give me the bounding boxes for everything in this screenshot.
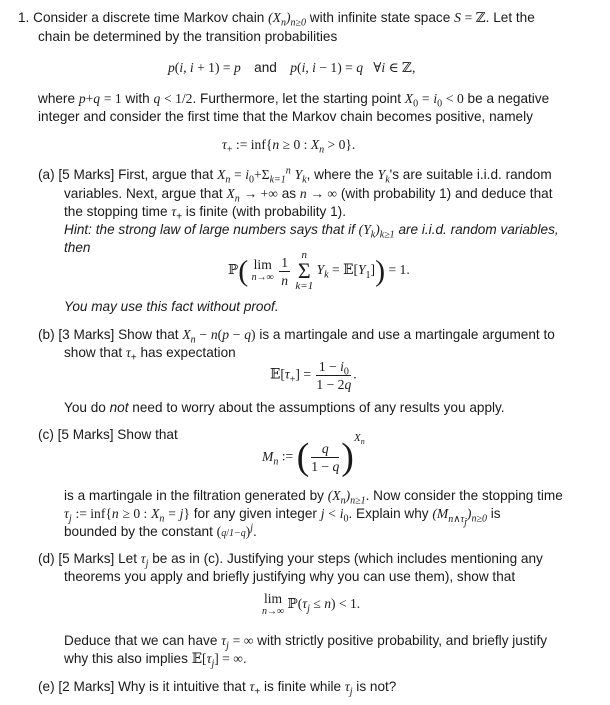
part-c-line-3: $\tau_j$ := inf{n ≥ 0 : $X_n = j$} for any given integer $j < i_0$. Explain why $(M_{n\wedge\tau_j})_{n\ge 0}$ is [64,506,501,528]
part-a-note: You may use this fact without proof. [64,299,279,314]
martingale-m-equation: $M_n$ := ( $\frac{q}{1 - q}$ )$^{X_n}$ [262,432,365,478]
part-a-label: (a) [38,167,55,182]
part-a-line-2: variables. Next, argue that $X_n$ → +∞ as n → ∞ (with probability 1) and deduce that [64,186,553,205]
part-d-line-3: Deduce that we can have $\tau_j$ = ∞ with strictly positive probability, and briefly justify [64,633,548,652]
part-d-line-1: (d) [5 Marks] Let $\tau_j$ be as in (c). Justifying your steps (which includes mentioning any [38,551,543,570]
problem-number: 1. [18,10,30,25]
where-line-1: where p+q = 1 with q < 1/2. Furthermore, let the starting point $X_0 = i_0 < 0$ be a negative [38,91,550,110]
tau-plus-definition: $\tau_+$ := inf{n ≥ 0 : $X_n > 0$}. [222,137,356,156]
part-b-note: You do not need to worry about the assumptions of any results you apply. [64,400,505,415]
transition-equation: p(i, i + 1) = p and p(i, i − 1) = q ∀i ∈ ℤ, [168,60,416,75]
part-c-line-1: (c) [5 Marks] Show that [38,427,178,442]
part-e-label: (e) [38,679,55,694]
part-b-line-2: show that $\tau_+$ has expectation [64,345,236,364]
limit-probability-equation: lim n→∞ $ℙ(\tau_j \le n) < 1$. [262,591,361,617]
part-c-label: (c) [38,427,54,442]
part-d-line-4: why this also implies $𝔼[\tau_j]$ = ∞. [64,651,247,670]
slln-equation: ℙ( lim n→∞ $\frac{1}{n}$ n Σ k=1 $Y_k$ = $𝔼[Y_1]) = 1$. [228,249,410,292]
where-line-2: integer and consider the first time that the Markov chain becomes positive, namely [38,109,533,124]
part-a-line-1: (a) [5 Marks] First, argue that $X_n = i_0+\Sigma_{k=1}^n$ $Y_k$, where the $Y_k's$ are suitable i.i.d. random [38,165,552,186]
part-c-line-4: bounded by the constant $(q/1-q)^j$. [64,522,257,539]
part-e-line-1: (e) [2 Marks] Why is it intuitive that $\tau_+$ is finite while $\tau_j$ is not? [38,679,397,698]
part-b-line-1: (b) [3 Marks] Show that $X_n - n(p - q)$ is a martingale and use a martingale argument to [38,327,555,346]
part-b-label: (b) [38,327,55,342]
part-d-label: (d) [38,551,55,566]
intro-line-1: 1. Consider a discrete time Markov chain $(X_n)_{n\ge 0}$ with infinite state space S = ℤ. Let the [18,10,535,29]
expectation-equation: $𝔼[\tau_+]$ = $\frac{1 - i_0}{1 - 2q}$ . [270,359,357,392]
part-a-hint-line-1: Hint: the strong law of large numbers says that if $(Y_k)_{k\ge 1}$ are i.i.d. random variables, [64,222,559,241]
part-d-line-2: theorems you apply and briefly justifying why you can use them), show that [64,569,516,584]
intro-line-2: chain be determined by the transition probabilities [38,29,338,44]
part-a-hint-line-2: then [64,240,91,255]
part-a-line-3: the stopping time $\tau_+$ is finite (with probability 1). [64,204,346,223]
part-c-line-2: is a martingale in the filtration generated by $(X_n)_{n\ge 1}$. Now consider the stopping time [64,488,563,507]
